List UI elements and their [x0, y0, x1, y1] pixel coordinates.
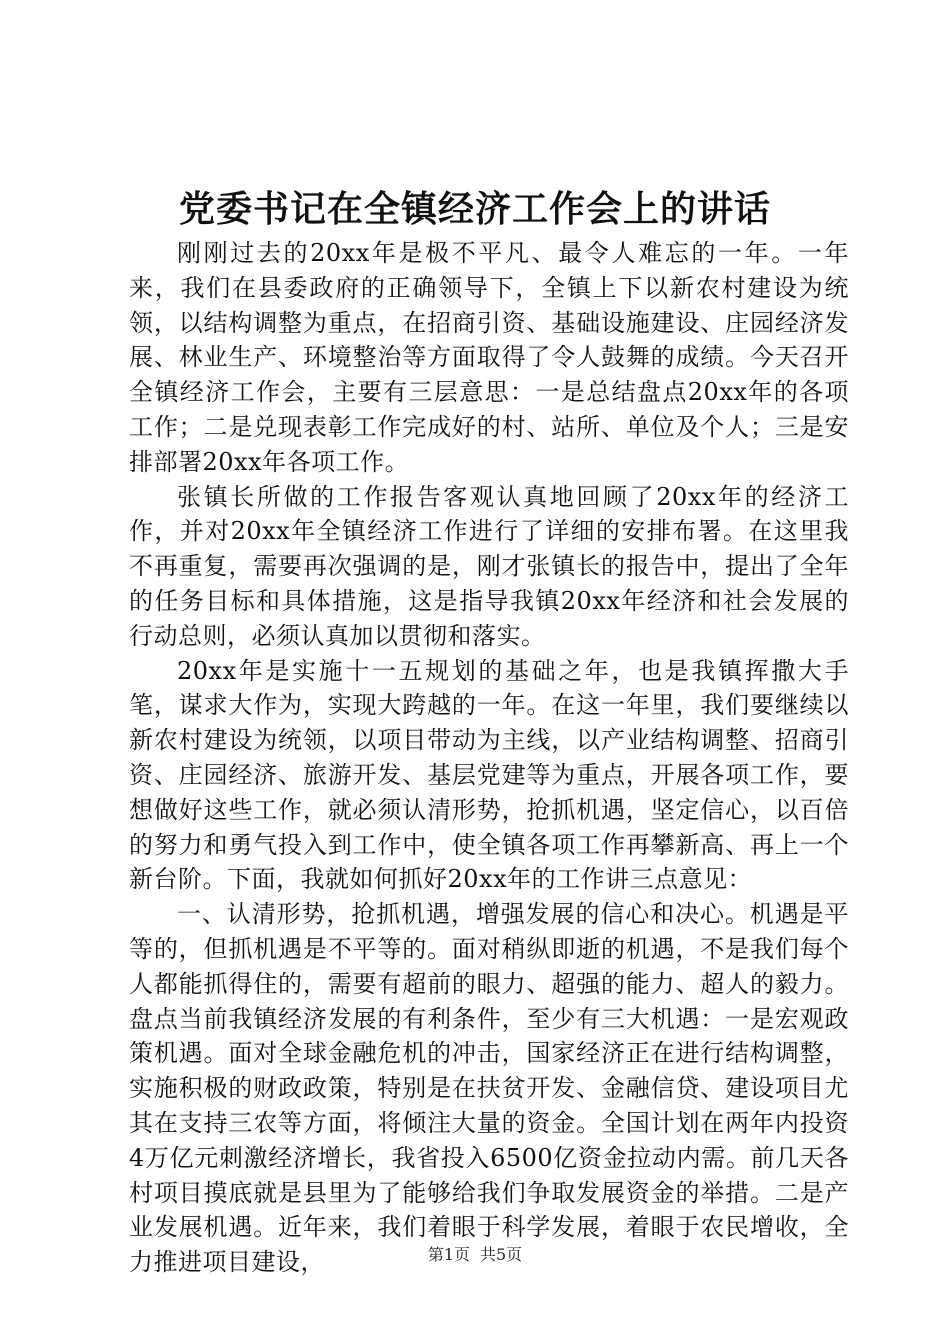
- paragraph-2: 张镇长所做的工作报告客观认真地回顾了20xx年的经济工作，并对20xx年全镇经济工作进行了详细的安排布署。在这里我不再重复，需要再次强调的是，刚才张镇长的报告中，提出了全年的任务目标和具体措施，这是指导我镇20xx年经济和社会发展的行动总则，必须认真加以贯彻和落实。: [129, 482, 849, 650]
- page-number: 第1页: [427, 1245, 470, 1264]
- page-footer: [0, 1244, 950, 1266]
- paragraph-1: 刚刚过去的20xx年是极不平凡、最令人难忘的一年。一年来，我们在县委政府的正确领导下，全镇上下以新农村建设为统领，以结构调整为重点，在招商引资、基础设施建设、庄园经济发展、林业生产、环境整治等方面取得了令人鼓舞的成绩。今天召开全镇经济工作会，主要有三层意思：一是总结盘点20xx年的各项工作；二是兑现表彰工作完成好的村、站所、单位及个人；三是安排部署20xx年各项工作。: [129, 239, 849, 476]
- page-total: 共5页: [480, 1245, 523, 1264]
- page-title: 党委书记在全镇经济工作会上的讲话: [178, 188, 771, 230]
- paragraph-3: 20xx年是实施十一五规划的基础之年，也是我镇挥撒大手笔，谋求大作为，实现大跨越的一年。在这一年里，我们要继续以新农村建设为统领，以项目带动为主线，以产业结构调整、招商引资、庄园经济、旅游开发、基层党建等为重点，开展各项工作，要想做好这些工作，就必须认清形势，抢抓机遇，坚定信心，以百倍的努力和勇气投入到工作中，使全镇各项工作再攀新高、再上一个新台阶。下面，我就如何抓好20xx年的工作讲三点意见：: [129, 656, 849, 894]
- paragraph-4: 一、认清形势，抢抓机遇，增强发展的信心和决心。机遇是平等的，但抓机遇是不平等的。面对稍纵即逝的机遇，不是我们每个人都能抓得住的，需要有超前的眼力、超强的能力、超人的毅力。盘点当前我镇经济发展的有利条件，至少有三大机遇：一是宏观政策机遇。面对全球金融危机的冲击，国家经济正在进行结构调整，实施积极的财政政策，特别是在扶贫开发、金融信贷、建设项目尤其在支持三农等方面，将倾注大量的资金。全国计划在两年内投资4万亿元刺激经济增长，我省投入6500亿资金拉动内需。前几天各村项目摸底就是县里为了能够给我们争取发展资金的举措。二是产业发展机遇。近年来，我们着眼于科学发展，着眼于农民增收，全力推进项目建设，: [129, 900, 849, 1277]
- document-body: [129, 236, 849, 1280]
